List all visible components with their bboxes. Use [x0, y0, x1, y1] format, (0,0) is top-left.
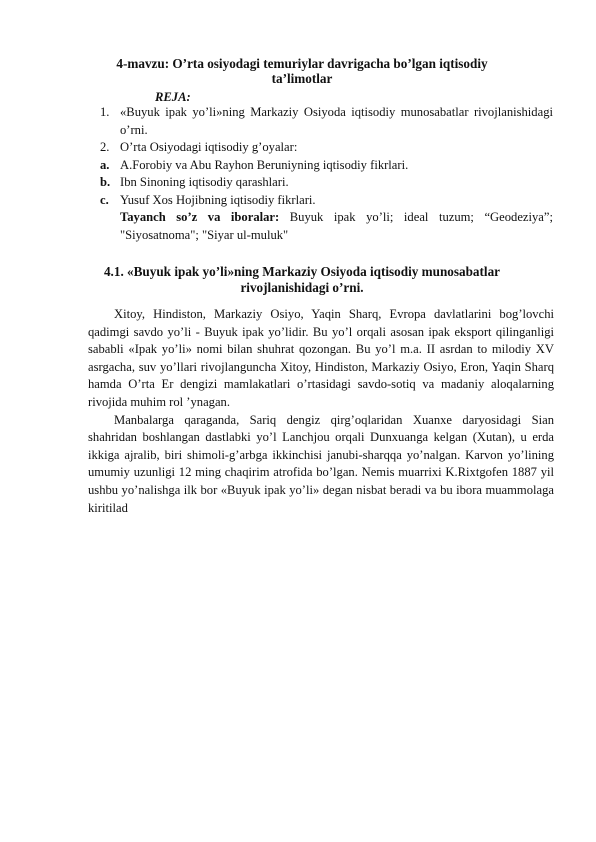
- paragraph: Xitoy, Hindiston, Markaziy Osiyo, Yaqin Sharq, Evropa davlatlarini bog’lovchi qadimgi savdo yo’li - Buyuk ipak yo’lidir. Bu yo’l orqali asosan ipak eksport qilinganligi sababli «Ipak yo’li» nomi bilan shuhrat qozongan. Bu yo’l m.a. II asrdan to milodiy XV asrgacha, suv yo’llari rivojlanguncha Xitoy, Hindiston, Markaziy Osiyo, Eron, Yaqin Sharq hamda O’rta Er dengizi mamlakatlari o’rtasidagi savdo-sotiq va madaniy aloqalarning rivojida muhim rol ’ynagan.: [88, 307, 554, 409]
- topic-title-line-1: 4-mavzu: O’rta osiyodagi temuriylar davrigacha bo’lgan iqtisodiy: [116, 56, 488, 71]
- topic-title: [88, 56, 516, 86]
- plan-item-text: «Buyuk ipak yo’li»ning Markaziy Osiyoda iqtisodiy munosabatlar rivojlanishidagi o’rni.: [120, 105, 553, 137]
- section-title-line-1: 4.1. «Buyuk ipak yo’li»ning Markaziy Osiyoda iqtisodiy munosabatlar: [103, 264, 501, 279]
- plan-item-text: Ibn Sinoning iqtisodiy qarashlari.: [120, 175, 289, 189]
- plan-item: [98, 104, 553, 139]
- keywords-block: [120, 209, 553, 244]
- body-text: [88, 306, 554, 517]
- plan-item-marker: 2.: [100, 140, 110, 154]
- section-title-line-2: rivojlanishidagi o’rni.: [240, 280, 364, 295]
- topic-title-line-2: ta’limotlar: [271, 71, 333, 86]
- plan-item-text: Yusuf Xos Hojibning iqtisodiy fikrlari.: [120, 192, 316, 207]
- plan-item: [98, 139, 553, 157]
- plan-item-marker: c.: [100, 192, 109, 207]
- plan-list: [98, 104, 553, 244]
- plan-item: [98, 174, 553, 192]
- keywords-text: Buyuk ipak yo’li; ideal tuzum; “Geodeziya”; "Siyosatnoma"; "Siyar ul-muluk": [120, 210, 553, 242]
- plan-item-text: O’rta Osiyodagi iqtisodiy g’oyalar:: [120, 140, 298, 154]
- plan-item-marker: a.: [100, 157, 110, 172]
- plan-heading: REJA:: [155, 90, 191, 104]
- plan-item: [98, 157, 553, 175]
- keywords-label: Tayanch so’z va iboralar:: [120, 210, 280, 224]
- section-title: [88, 264, 516, 296]
- plan-item-marker: 1.: [100, 105, 110, 119]
- plan-item: [98, 192, 553, 210]
- plan-item-marker: b.: [100, 175, 111, 189]
- plan-item-text: A.Forobiy va Abu Rayhon Beruniyning iqtisodiy fikrlari.: [120, 157, 409, 172]
- paragraph: Manbalarga qaraganda, Sariq dengiz qirg’oqlaridan Xuanxe daryosidagi Sian shahridan boshlangan dastlabki yo’l Lanchjou orqali Dunxuanga kelgan (Xutan), u erda ikkiga ajralib, biri shimoli-g’arbga ikkinchisi janubi-sharqqa yo’nalgan. Karvon yo’lining umumiy uzunligi 12 ming chaqirim atrofida bo’lgan. Nemis muarrixi K.Rixtgofen 1887 yil ushbu yo’nalishga ilk bor «Buyuk ipak yo’li» degan nisbat beradi va bu ibora muammolaga kiritilad: [88, 412, 554, 515]
